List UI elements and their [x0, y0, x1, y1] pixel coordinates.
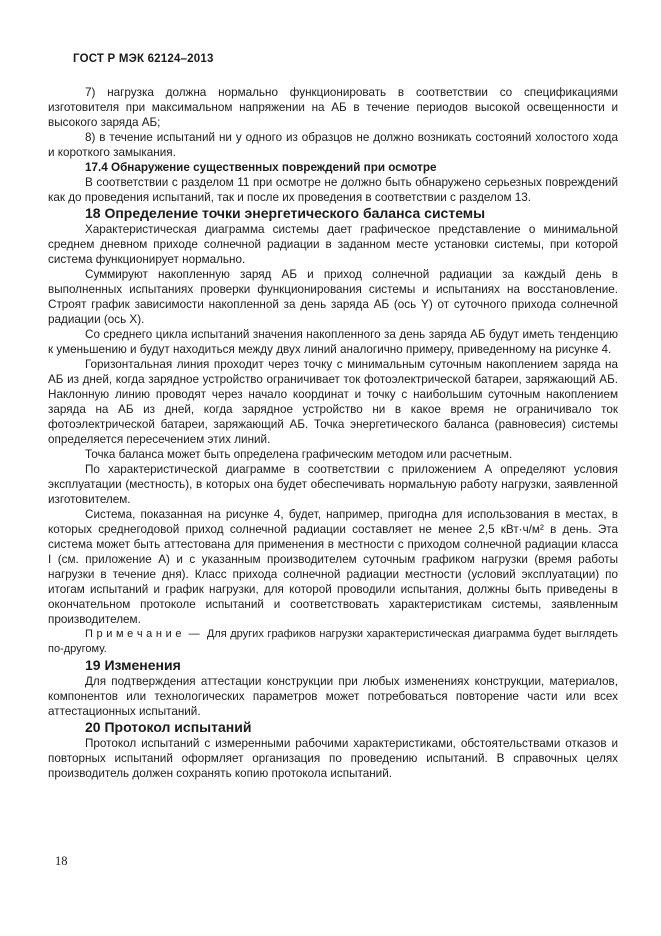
paragraph: 8) в течение испытаний ни у одного из образцов не должно возникать состояний холостого хода и короткого замыкания. — [48, 131, 618, 159]
paragraph: Суммируют накопленную заряд АБ и приход солнечной радиации за каждый день в выполненных испытаниях проверки функционирования системы и испытаниях на восстановление. Строят график зависимости накопленной за день заряда АБ (ось Y) от суточного прихода солнечной радиации (ось X). — [48, 268, 618, 326]
section-heading: 18 Определение точки энергетического баланса системы — [85, 205, 486, 221]
paragraph: По характеристической диаграмме в соответствии с приложением А определяют условия эксплуатации (местность), в которых она будет обеспечивать нормальную работу нагрузки, заявленной изготовителем. — [48, 463, 618, 506]
section-heading: 20 Протокол испытаний — [85, 719, 252, 735]
document-content — [48, 53, 618, 781]
page-number: 18 — [55, 854, 68, 868]
paragraph: Система, показанная на рисунке 4, будет, например, пригодна для использования в местах, в которых среднегодовой приход солнечной радиации составляет не менее 2,5 кВт·ч/м² в день. Эта система может быть аттестована для применения в местности с приходом солнечной радиации класса I (см. приложение А) и с указанным производителем суточным графиком нагрузки (время работы нагрузки в течение дня). Класс прихода солнечной радиации местности (условий эксплуатации) по итогам испытаний и график нагрузки, для которой проводили испытания, должны быть приведены в окончательном протоколе испытаний и соответствовать характеристикам системы, заявленным производителем. — [48, 508, 618, 626]
section-heading: 19 Изменения — [85, 657, 181, 673]
paragraph: Горизонтальная линия проходит через точку с минимальным суточным накоплением заряда на АБ из дней, когда зарядное устройство ограничивает ток фотоэлектрической батареи, заряжающий АБ. Наклонную линию проводят через начало координат и точку с наибольшим суточным накоплением заряда на АБ из дней, когда зарядное устройство ни в какое время не ограничивало ток фотоэлектрической батареи, заряжающий АБ. Точка энергетического баланса (равновесия) системы определяется пересечением этих линий. — [48, 358, 618, 446]
note-paragraph: П р и м е ч а н и е — Для других графиков нагрузки характеристическая диаграмма будет выглядеть по-другому. — [48, 628, 618, 655]
paragraph: Характеристическая диаграмма системы дает графическое представление о минимальной среднем дневном приходе солнечной радиации в заданном месте установки системы, при которой система функционирует нормально. — [48, 223, 618, 266]
paragraph: Протокол испытаний с измеренными рабочими характеристиками, обстоятельствами отказов и повторных испытаний оформляет организация по проведению испытаний. В справочных целях производитель должен сохранять копию протокола испытаний. — [48, 737, 618, 780]
paragraph: 7) нагрузка должна нормально функционировать в соответствии со спецификациями изготовителя при максимальном напряжении на АБ в течение периодов высокой освещенности и высокого заряда АБ; — [48, 86, 618, 129]
paragraph: Для подтверждения аттестации конструкции при любых изменениях конструкции, материалов, компонентов или технологических параметров может потребоваться повторение части или всех аттестационных испытаний. — [48, 675, 618, 718]
paragraph: В соответствии с разделом 11 при осмотре не должно быть обнаружено серьезных повреждений как до проведения испытаний, так и после их проведения в соответствии с разделом 13. — [48, 176, 618, 204]
paragraph: Со среднего цикла испытаний значения накопленного за день заряда АБ будут иметь тенденцию к уменьшению и будут находиться между двух линий аналогично примеру, приведенному на рисунке 4. — [48, 328, 618, 356]
paragraph: Точка баланса может быть определена графическим методом или расчетным. — [85, 448, 513, 461]
running-header: ГОСТ Р МЭК 62124–2013 — [73, 53, 214, 65]
document-body — [48, 85, 618, 781]
subsection-heading: 17.4 Обнаружение существенных повреждений при осмотре — [85, 161, 437, 174]
